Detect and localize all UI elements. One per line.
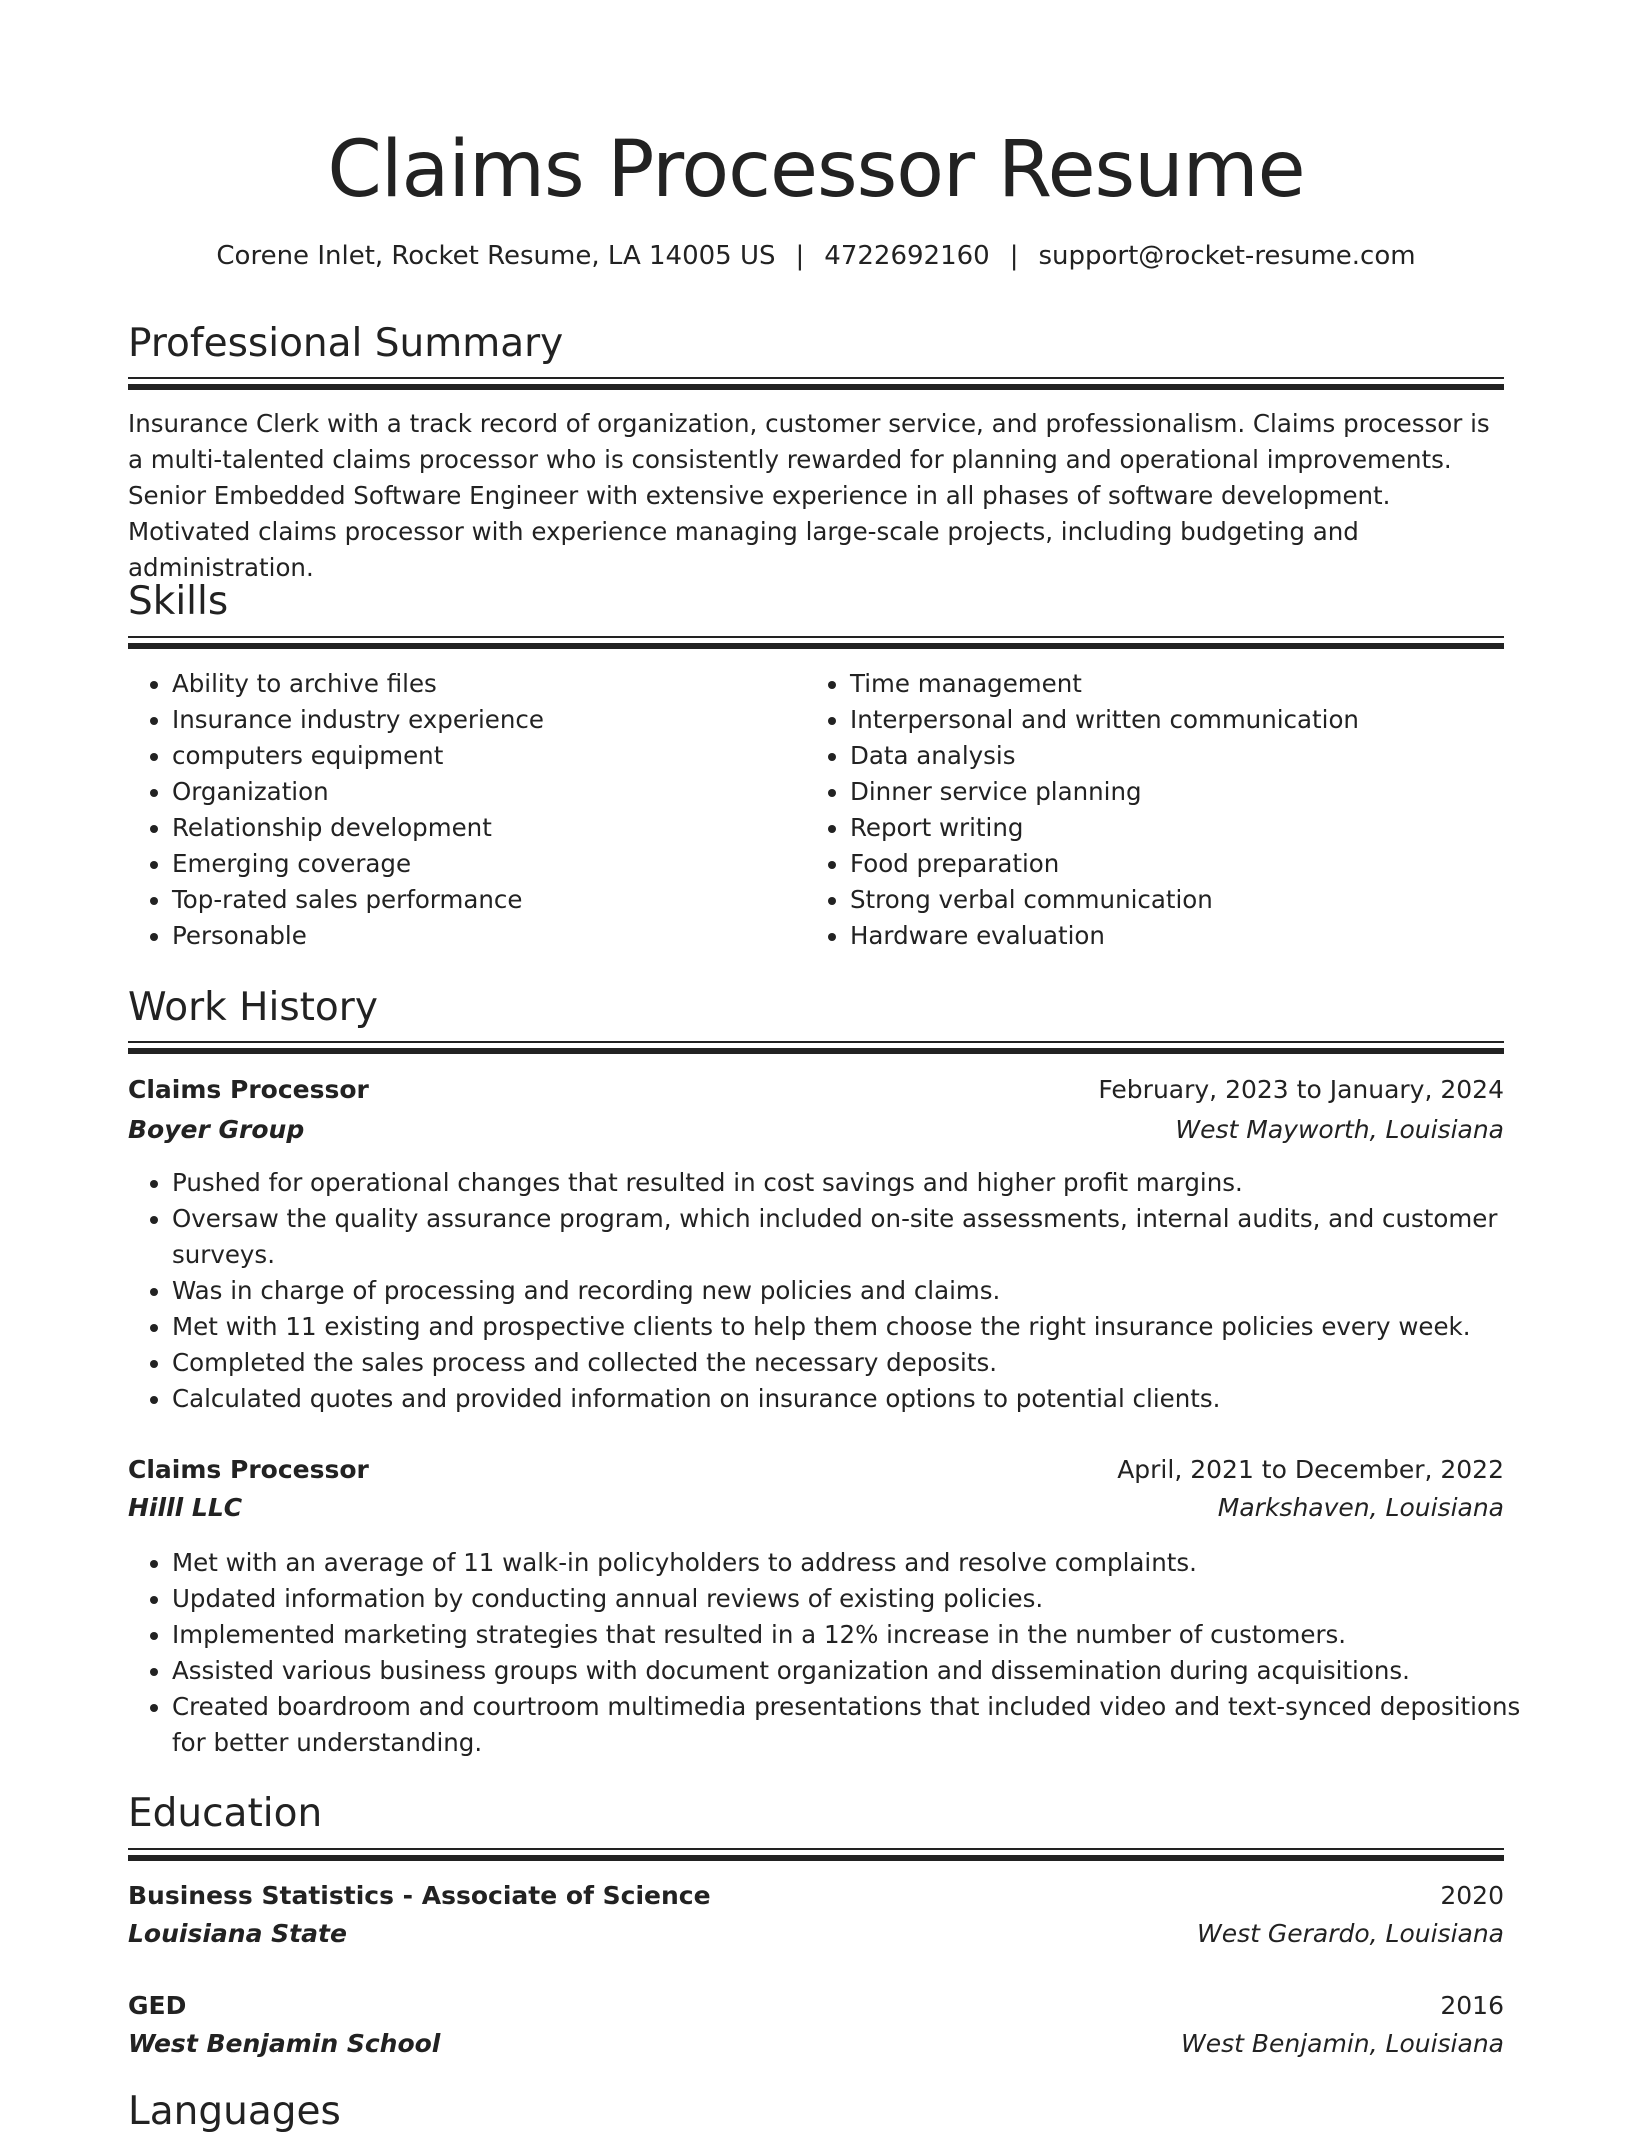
skills-list-left [128,666,792,954]
education-degree: Business Statistics - Associate of Science [128,1881,711,1910]
education-location: West Benjamin, Louisiana [1180,2029,1504,2058]
section-divider [128,377,1504,390]
job-header [128,1072,1504,1108]
job-header [128,1452,1504,1488]
job-bullet: • Assisted various business groups with document organization and dissemination during acquisitions. [172,1653,1548,1689]
education-header [128,1988,1504,2024]
job-title: Claims Processor [128,1455,369,1484]
skill-item: • Time management [850,666,1548,702]
education-location: West Gerardo, Louisiana [1196,1919,1504,1948]
education-header [128,1878,1504,1914]
education-school: West Benjamin School [128,2029,441,2058]
job-bullet: • Met with an average of 11 walk-in policyholders to address and resolve complaints. [172,1545,1548,1581]
education-year: 2016 [1440,1991,1504,2020]
job-bullet: • Implemented marketing strategies that resulted in a 12% increase in the number of customers. [172,1617,1548,1653]
job-location: Markshaven, Louisiana [1217,1493,1504,1522]
education-year: 2020 [1440,1881,1504,1910]
summary-heading: Professional Summary [128,321,564,366]
education-school-row [128,2026,1504,2062]
job-bullet: • Created boardroom and courtroom multimedia presentations that included video and text-synced depositions for better understanding. [172,1689,1548,1761]
education-school-row [128,1916,1504,1952]
job-title: Claims Processor [128,1075,369,1104]
job-bullet: • Oversaw the quality assurance program, which included on-site assessments, internal audits, and customer surveys. [172,1201,1504,1273]
education-heading: Education [128,1791,323,1836]
contact-separator: | [795,241,805,271]
job-bullet: • Met with 11 existing and prospective clients to help them choose the right insurance policies every week. [172,1309,1504,1345]
contact-separator: | [1009,241,1019,271]
skill-item: • Emerging coverage [172,846,792,882]
job-company-row [128,1490,1504,1526]
contact-email: support@rocket-resume.com [1038,241,1416,271]
skill-item: • Organization [172,774,792,810]
job-bullet: • Updated information by conducting annual reviews of existing policies. [172,1581,1548,1617]
job-bullet: • Was in charge of processing and recording new policies and claims. [172,1273,1504,1309]
skill-item: • computers equipment [172,738,792,774]
skill-item: • Personable [172,918,792,954]
skill-item: • Data analysis [850,738,1548,774]
skill-item: • Interpersonal and written communication [850,702,1548,738]
job-company: Hilll LLC [128,1493,243,1522]
skill-item: • Hardware evaluation [850,918,1548,954]
skill-item: • Ability to archive files [172,666,792,702]
job-bullet: • Completed the sales process and collected the necessary deposits. [172,1345,1504,1381]
job-dates: April, 2021 to December, 2022 [1117,1455,1504,1484]
skill-item: • Dinner service planning [850,774,1548,810]
skills-list-right [806,666,1548,954]
contact-line [0,240,1632,272]
job-bullet: • Pushed for operational changes that resulted in cost savings and higher profit margins. [172,1165,1504,1201]
education-degree: GED [128,1991,187,2020]
contact-phone: 4722692160 [824,241,990,271]
skill-item: • Report writing [850,810,1548,846]
resume-title: Claims Processor Resume [327,125,1305,215]
skills-heading: Skills [128,579,229,624]
work-heading: Work History [128,985,378,1030]
job-bullets [128,1545,1548,1761]
section-divider [128,1041,1504,1054]
section-divider [128,636,1504,649]
skill-item: • Strong verbal communication [850,882,1548,918]
job-bullet: • Calculated quotes and provided information on insurance options to potential clients. [172,1381,1504,1417]
skill-item: • Relationship development [172,810,792,846]
education-school: Louisiana State [128,1919,347,1948]
skill-item: • Food preparation [850,846,1548,882]
contact-address: Corene Inlet, Rocket Resume, LA 14005 US [216,241,776,271]
skill-item: • Insurance industry experience [172,702,792,738]
languages-heading: Languages [128,2089,341,2134]
job-bullets [128,1165,1504,1417]
job-location: West Mayworth, Louisiana [1175,1115,1504,1144]
summary-text: Insurance Clerk with a track record of organization, customer service, and professionalism. Claims processor is a multi-talented claims processor who is consistently rewarded for planning and operational improvements. Senior Embedded Software Engineer with extensive experience in all phases of software development. Motivated claims processor with experience managing large-scale projects, including budgeting and administration. [128,409,1490,582]
skill-item: • Top-rated sales performance [172,882,792,918]
job-dates: February, 2023 to January, 2024 [1098,1075,1504,1104]
job-company-row [128,1112,1504,1148]
job-company: Boyer Group [128,1115,305,1144]
section-divider [128,1848,1504,1861]
